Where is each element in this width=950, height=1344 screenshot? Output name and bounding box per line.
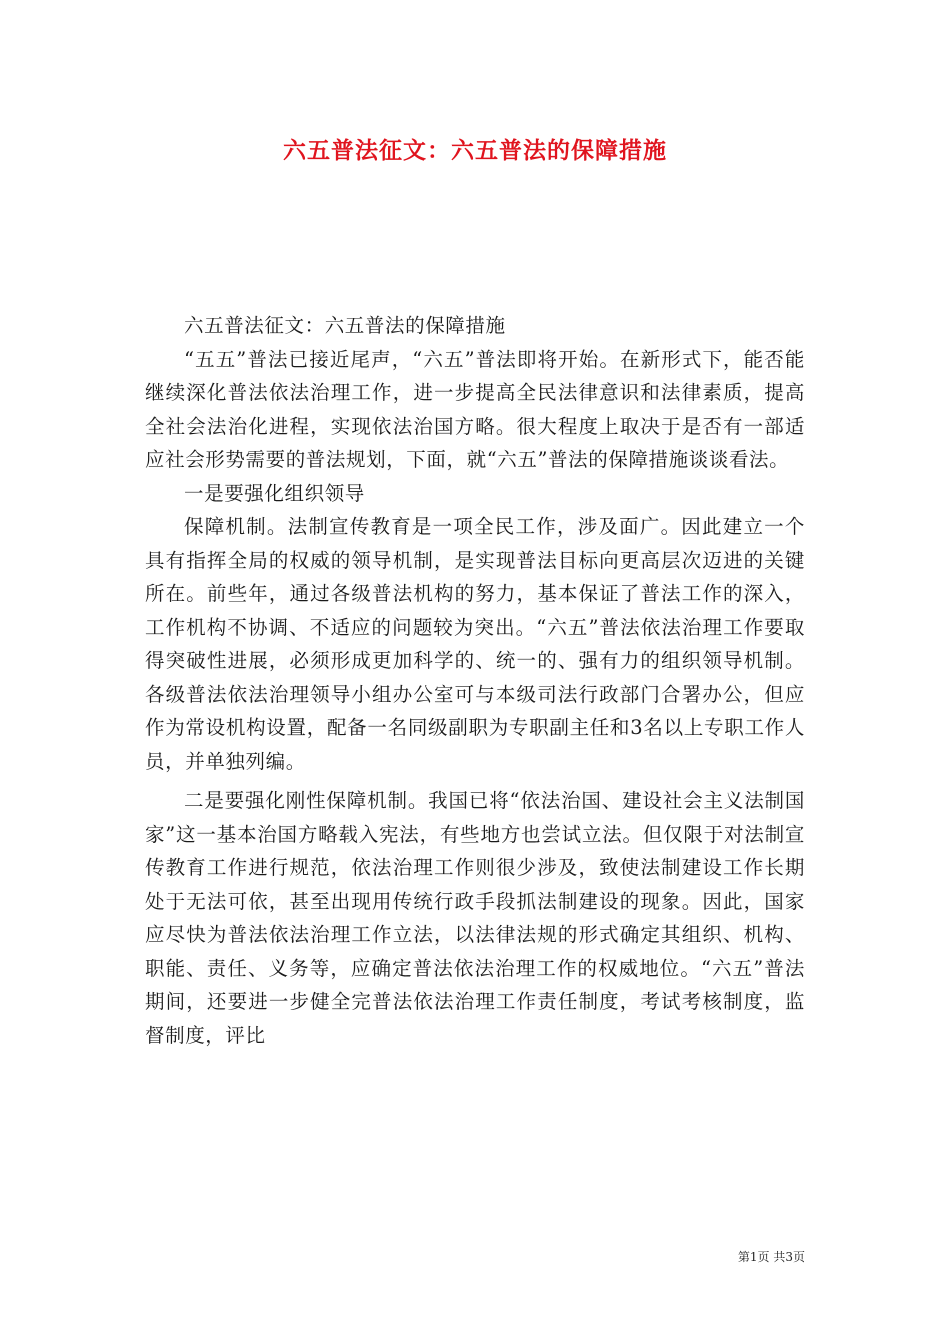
- paragraph-section-one-heading: 一是要强化组织领导: [184, 481, 365, 505]
- document-body: [145, 309, 805, 1052]
- paragraph-section-two: 二是要强化刚性保障机制。我国已将“依法治国、建设社会主义法制国家”这一基本治国方略载入宪法，有些地方也尝试立法。但仅限于对法制宣传教育工作进行规范，依法治理工作则很少涉及，致使法制建设工作长期处于无法可依，甚至出现用传统行政手段抓法制建设的现象。因此，国家应尽快为普法依法治理工作立法，以法律法规的形式确定其组织、机构、职能、责任、义务等，应确定普法依法治理工作的权威地位。“六五”普法期间，还要进一步健全完普法依法治理工作责任制度，考试考核制度，监督制度，评比: [145, 789, 805, 1047]
- paragraph-intro: “五五”普法已接近尾声，“六五”普法即将开始。在新形式下，能否能继续深化普法依法治理工作，进一步提高全民法律意识和法律素质，提高全社会法治化进程，实现依法治国方略。很大程度上取决于是否有一部适应社会形势需要的普法规划，下面，就“六五”普法的保障措施谈谈看法。: [145, 347, 805, 471]
- paragraph-heading: 六五普法征文：六五普法的保障措施: [184, 314, 506, 337]
- page-indicator: 第1页 共3页: [737, 1250, 805, 1264]
- document-title: 六五普法征文：六五普法的保障措施: [283, 137, 667, 164]
- paragraph-section-one-body: 保障机制。法制宣传教育是一项全民工作，涉及面广。因此建立一个具有指挥全局的权威的领导机制，是实现普法目标向更高层次迈进的关键所在。前些年，通过各级普法机构的努力，基本保证了普法工作的深入，工作机构不协调、不适应的问题较为突出。“六五”普法依法治理工作要取得突破性进展，必须形成更加科学的、统一的、强有力的组织领导机制。各级普法依法治理领导小组办公室可与本级司法行政部门合署办公，但应作为常设机构设置，配备一名同级副职为专职副主任和3名以上专职工作人员，并单独列编。: [145, 515, 805, 773]
